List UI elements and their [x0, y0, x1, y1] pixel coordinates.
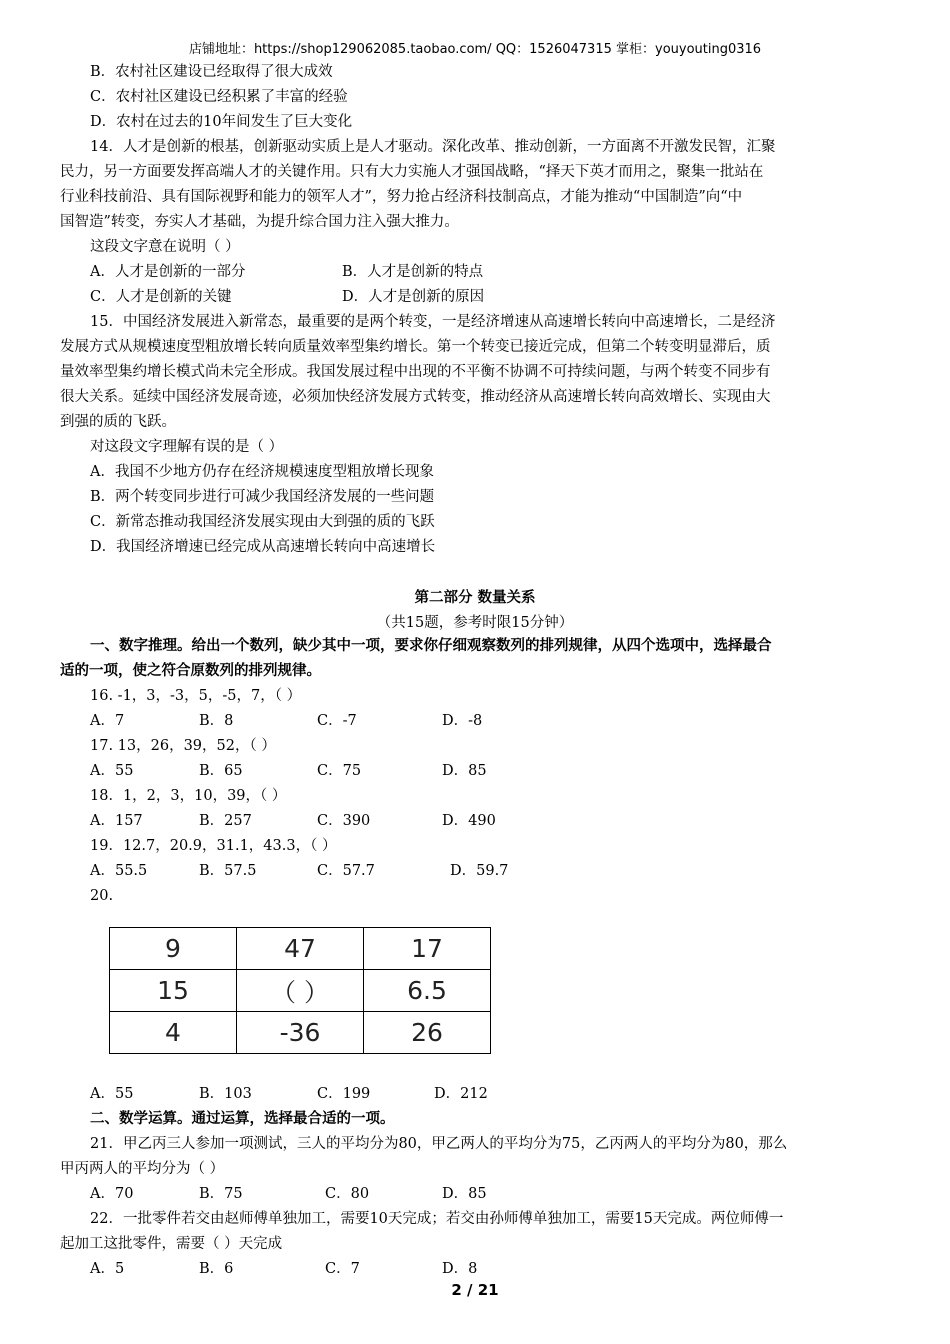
q21-stem: 甲丙两人的平均分为（ ） — [60, 1161, 225, 1177]
q15-option-b: B．两个转变同步进行可减少我国经济发展的一些问题 — [90, 489, 435, 505]
q18-option-d: D．490 — [442, 813, 496, 829]
q21-option-d: D．85 — [442, 1186, 487, 1202]
q14-option-a: A．人才是创新的一部分 — [90, 264, 246, 280]
q16-option-b: B．8 — [199, 713, 234, 729]
q21-option-a: A．70 — [90, 1186, 134, 1202]
q19-stem: 19．12.7，20.9，31.1，43.3，（ ） — [90, 838, 337, 854]
grid-cell: 17 — [364, 928, 491, 970]
grid-cell-missing: （ ） — [237, 970, 364, 1012]
page-number: 2 / 21 — [451, 1281, 499, 1299]
q20-option-c: C．199 — [317, 1086, 371, 1102]
grid-cell: 15 — [110, 970, 237, 1012]
grid-cell: 9 — [110, 928, 237, 970]
q14-option-b: B．人才是创新的特点 — [342, 264, 484, 280]
part2-title: 第二部分 数量关系 — [414, 589, 536, 606]
q19-option-d: D．59.7 — [450, 863, 509, 879]
q18-stem: 18．1，2，3，10，39，（ ） — [90, 788, 287, 804]
grid-cell: 26 — [364, 1012, 491, 1054]
q15-text-line: 很大关系。延续中国经济发展奇迹，必须加快经济发展方式转变，推动经济从高速增长转向高效增长、实现由大 — [60, 389, 771, 405]
section2-instruction: 二、数学运算。通过运算，选择最合适的一项。 — [90, 1110, 395, 1127]
q14-option-d: D．人才是创新的原因 — [342, 289, 485, 305]
q17-option-b: B．65 — [199, 763, 243, 779]
q15-prompt: 对这段文字理解有误的是（ ） — [90, 439, 284, 455]
q20-stem: 20. — [90, 888, 114, 904]
q22-option-a: A．5 — [90, 1261, 125, 1277]
q21-stem: 21．甲乙丙三人参加一项测试，三人的平均分为80，甲乙两人的平均分为75，乙丙两人的平均分为80，那么 — [90, 1136, 788, 1152]
grid-cell: 4 — [110, 1012, 237, 1054]
q15-option-a: A．我国不少地方仍存在经济规模速度型粗放增长现象 — [90, 464, 434, 480]
q22-option-b: B．6 — [199, 1261, 234, 1277]
q15-text-line: 发展方式从规模速度型粗放增长转向质量效率型集约增长。第一个转变已接近完成，但第二个转变明显滞后，质 — [60, 339, 771, 355]
q20-option-d: D．212 — [434, 1086, 488, 1102]
q15-option-c: C．新常态推动我国经济发展实现由大到强的质的飞跃 — [90, 514, 435, 530]
q16-stem: 16. -1，3，-3，5，-5，7，（ ） — [90, 688, 302, 704]
section1-instruction: 一、数字推理。给出一个数列，缺少其中一项，要求你仔细观察数列的排列规律，从四个选项中，选择最合 — [90, 637, 772, 654]
q19-option-c: C．57.7 — [317, 863, 375, 879]
q22-option-d: D．8 — [442, 1261, 478, 1277]
q14-text-line: 国智造”转变，夯实人才基础，为提升综合国力注入强大推力。 — [60, 214, 459, 230]
q19-option-b: B．57.5 — [199, 863, 257, 879]
section1-instruction: 适的一项，使之符合原数列的排列规律。 — [60, 662, 321, 679]
grid-cell: 6.5 — [364, 970, 491, 1012]
q22-stem: 22．一批零件若交由赵师傅单独加工，需要10天完成；若交由孙师傅单独加工，需要15天完成。两位师傅一 — [90, 1211, 784, 1227]
q18-option-b: B．257 — [199, 813, 252, 829]
q14-text-line: 14．人才是创新的根基，创新驱动实质上是人才驱动。深化改革、推动创新，一方面离不开激发民智，汇聚 — [90, 139, 776, 155]
q15-text-line: 量效率型集约增长模式尚未完全形成。我国发展过程中出现的不平衡不协调不可持续问题，与两个转变不同步有 — [60, 364, 771, 380]
q22-option-c: C．7 — [325, 1261, 360, 1277]
q15-option-d: D．我国经济增速已经完成从高速增长转向中高速增长 — [90, 539, 436, 555]
q17-option-d: D．85 — [442, 763, 487, 779]
q18-option-a: A．157 — [90, 813, 143, 829]
q17-option-a: A．55 — [90, 763, 134, 779]
q13-option-b: B．农村社区建设已经取得了很大成效 — [90, 64, 333, 80]
q15-text-line: 到强的质的飞跃。 — [60, 414, 176, 430]
q22-stem: 起加工这批零件，需要（ ）天完成 — [60, 1236, 283, 1252]
shop-header: 店铺地址：https://shop129062085.taobao.com/ QQ：1526047315 掌柜：youyouting0316 — [188, 42, 762, 57]
q13-option-d: D．农村在过去的10年间发生了巨大变化 — [90, 114, 353, 130]
q16-option-a: A．7 — [90, 713, 125, 729]
q15-text-line: 15．中国经济发展进入新常态，最重要的是两个转变，一是经济增速从高速增长转向中高速增长，二是经济 — [90, 314, 776, 330]
part2-subtitle: （共15题，参考时限15分钟） — [376, 615, 574, 631]
q16-option-c: C．-7 — [317, 713, 357, 729]
q14-prompt: 这段文字意在说明（ ） — [90, 239, 240, 255]
q20-number-grid — [109, 927, 491, 1054]
q18-option-c: C．390 — [317, 813, 371, 829]
q17-option-c: C．75 — [317, 763, 362, 779]
q21-option-b: B．75 — [199, 1186, 243, 1202]
q21-option-c: C．80 — [325, 1186, 370, 1202]
q13-option-c: C．农村社区建设已经积累了丰富的经验 — [90, 89, 348, 105]
q16-option-d: D．-8 — [442, 713, 483, 729]
q20-option-a: A．55 — [90, 1086, 134, 1102]
q14-option-c: C．人才是创新的关键 — [90, 289, 232, 305]
q20-option-b: B．103 — [199, 1086, 252, 1102]
grid-cell: 47 — [237, 928, 364, 970]
q14-text-line: 民力，另一方面要发挥高端人才的关键作用。只有大力实施人才强国战略，“择天下英才而用之，聚集一批站在 — [60, 164, 764, 180]
q14-text-line: 行业科技前沿、具有国际视野和能力的领军人才”，努力抢占经济科技制高点，才能为推动“中国制造”向“中 — [60, 189, 743, 205]
q17-stem: 17. 13，26，39，52，（ ） — [90, 738, 276, 754]
q19-option-a: A．55.5 — [90, 863, 148, 879]
grid-cell: -36 — [237, 1012, 364, 1054]
